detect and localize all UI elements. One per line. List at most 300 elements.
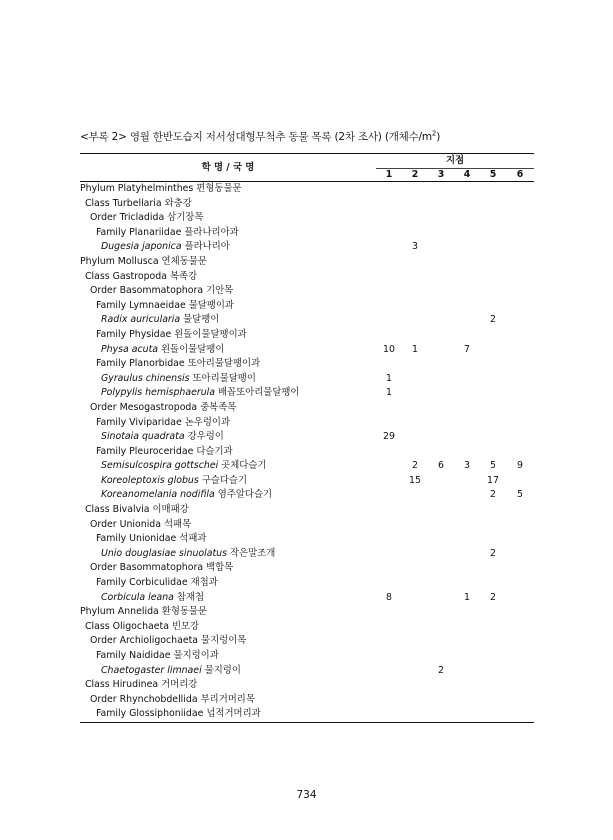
- taxon-name-cell: [80, 357, 376, 372]
- taxon-name-cell: [80, 328, 376, 343]
- scientific-name: Class Oligochaeta: [85, 620, 169, 632]
- count-cell: [428, 328, 454, 343]
- scientific-name: Order Mesogastropoda: [90, 401, 198, 413]
- table-row: [80, 664, 534, 679]
- count-cell: [480, 518, 506, 533]
- count-cell: [376, 693, 402, 708]
- table-row: [80, 620, 534, 635]
- count-cell: [506, 255, 534, 270]
- taxon-name-cell: [80, 445, 376, 460]
- count-cell: [506, 474, 534, 489]
- count-cell: [454, 357, 480, 372]
- count-cell: [480, 664, 506, 679]
- korean-name: 환형동물문: [161, 606, 208, 618]
- count-cell: [376, 634, 402, 649]
- scientific-name: Physa acuta: [101, 343, 159, 355]
- table-row: [80, 343, 534, 358]
- count-cell: [454, 488, 480, 503]
- count-cell: [402, 270, 428, 285]
- count-cell: [428, 649, 454, 664]
- count-cell: [428, 693, 454, 708]
- scientific-name: Corbicula leana: [101, 591, 174, 603]
- korean-name: 플라나리아과: [184, 226, 239, 238]
- count-cell: [506, 270, 534, 285]
- taxon-name-cell: [80, 707, 376, 722]
- taxon-name-cell: [80, 518, 376, 533]
- name-column-header: 학 명 / 국 명: [80, 154, 376, 182]
- korean-name: 염주알다슬기: [217, 489, 273, 501]
- count-cell: [428, 430, 454, 445]
- taxon-name-cell: [80, 226, 376, 241]
- count-cell: [480, 357, 506, 372]
- count-cell: [480, 240, 506, 255]
- count-cell: 2: [490, 489, 496, 501]
- count-cell: [376, 488, 402, 503]
- count-cell: [506, 284, 534, 299]
- table-row: [80, 518, 534, 533]
- count-cell: [428, 707, 454, 722]
- count-cell: [402, 576, 428, 591]
- count-cell: 2: [438, 664, 444, 676]
- table-row: [80, 299, 534, 314]
- korean-name: 이매패강: [152, 504, 189, 516]
- count-cell: [506, 240, 534, 255]
- scientific-name: Koreanomelania nodifila: [101, 489, 215, 501]
- count-cell: [454, 445, 480, 460]
- count-cell: [506, 197, 534, 212]
- count-cell: [428, 678, 454, 693]
- count-cell: [402, 664, 428, 679]
- count-cell: 5: [517, 489, 523, 501]
- count-cell: [480, 299, 506, 314]
- count-cell: [402, 634, 428, 649]
- count-cell: [402, 649, 428, 664]
- count-cell: [454, 518, 480, 533]
- count-cell: [376, 518, 402, 533]
- count-cell: [506, 313, 534, 328]
- count-cell: [376, 284, 402, 299]
- count-cell: [454, 620, 480, 635]
- table-row: [80, 591, 534, 606]
- scientific-name: Polypylis hemisphaerula: [101, 387, 215, 399]
- count-cell: [454, 503, 480, 518]
- korean-name: 왼돌이물달팽이과: [174, 328, 247, 340]
- taxon-name-cell: [80, 634, 376, 649]
- count-cell: [506, 401, 534, 416]
- count-cell: [402, 532, 428, 547]
- count-cell: [506, 605, 534, 620]
- count-cell: [480, 197, 506, 212]
- count-cell: [454, 678, 480, 693]
- count-cell: [506, 182, 534, 197]
- count-cell: [402, 518, 428, 533]
- scientific-name: Chaetogaster limnaei: [101, 664, 202, 676]
- count-cell: [480, 707, 506, 722]
- count-cell: [402, 226, 428, 241]
- korean-name: 와충강: [164, 197, 192, 209]
- scientific-name: Family Viviparidae: [96, 416, 182, 428]
- count-cell: [454, 561, 480, 576]
- count-cell: [376, 357, 402, 372]
- count-cell: [376, 182, 402, 197]
- taxon-name-cell: [80, 343, 376, 358]
- scientific-name: Dugesia japonica: [101, 241, 182, 253]
- table-row: [80, 313, 534, 328]
- count-cell: [402, 372, 428, 387]
- count-cell: [428, 605, 454, 620]
- count-cell: [428, 576, 454, 591]
- count-cell: [454, 240, 480, 255]
- korean-name: 다슬기과: [196, 445, 233, 457]
- count-cell: [428, 211, 454, 226]
- count-cell: [402, 547, 428, 562]
- count-cell: [402, 401, 428, 416]
- scientific-name: Class Turbellaria: [85, 197, 162, 209]
- count-cell: [454, 576, 480, 591]
- count-cell: [480, 576, 506, 591]
- count-cell: [480, 605, 506, 620]
- count-cell: 10: [383, 343, 395, 355]
- korean-name: 물지렁이: [204, 664, 241, 676]
- count-cell: [506, 299, 534, 314]
- count-cell: [506, 532, 534, 547]
- korean-name: 재첩과: [190, 577, 218, 589]
- count-cell: [428, 488, 454, 503]
- count-cell: [376, 226, 402, 241]
- table-row: [80, 678, 534, 693]
- table-row: [80, 226, 534, 241]
- count-cell: [506, 664, 534, 679]
- count-cell: [480, 401, 506, 416]
- scientific-name: Order Basommatophora: [90, 562, 204, 574]
- count-cell: 5: [490, 460, 496, 472]
- table-row: [80, 649, 534, 664]
- count-cell: [454, 693, 480, 708]
- count-cell: [376, 561, 402, 576]
- count-cell: 9: [517, 460, 523, 472]
- table-row: [80, 488, 534, 503]
- count-cell: [480, 328, 506, 343]
- count-cell: [428, 416, 454, 431]
- table-row: [80, 430, 534, 445]
- scientific-name: Family Lymnaeidae: [96, 299, 186, 311]
- species-table: [80, 153, 534, 723]
- count-cell: [428, 591, 454, 606]
- korean-name: 물달팽이과: [188, 299, 234, 311]
- count-cell: [428, 401, 454, 416]
- count-cell: [480, 284, 506, 299]
- count-cell: [506, 343, 534, 358]
- count-cell: [376, 255, 402, 270]
- count-cell: 2: [412, 460, 418, 472]
- count-cell: [480, 693, 506, 708]
- korean-name: 강우렁이: [187, 431, 224, 443]
- count-cell: [454, 255, 480, 270]
- taxon-name-cell: [80, 270, 376, 285]
- taxon-name-cell: [80, 459, 376, 474]
- taxon-name-cell: [80, 591, 376, 606]
- count-cell: [428, 299, 454, 314]
- taxon-name-cell: [80, 401, 376, 416]
- count-cell: [506, 547, 534, 562]
- taxon-name-cell: [80, 547, 376, 562]
- count-cell: [428, 518, 454, 533]
- count-cell: [454, 284, 480, 299]
- taxon-name-cell: [80, 620, 376, 635]
- scientific-name: Order Tricladida: [90, 212, 165, 224]
- taxon-name-cell: [80, 284, 376, 299]
- count-cell: 15: [409, 474, 421, 486]
- count-cell: [506, 518, 534, 533]
- count-cell: [402, 328, 428, 343]
- scientific-name: Order Rhynchobdellida: [90, 693, 198, 705]
- scientific-name: Phylum Annelida: [80, 606, 159, 618]
- count-cell: [454, 474, 480, 489]
- count-cell: [402, 445, 428, 460]
- table-row: [80, 386, 534, 401]
- korean-name: 물지렁이목: [201, 635, 247, 647]
- count-cell: [376, 605, 402, 620]
- count-cell: 2: [490, 314, 496, 326]
- korean-name: 물달팽이: [183, 314, 220, 326]
- taxon-name-cell: [80, 532, 376, 547]
- count-cell: [402, 707, 428, 722]
- taxon-name-cell: [80, 211, 376, 226]
- count-cell: [480, 182, 506, 197]
- count-cell: [428, 620, 454, 635]
- caption-text: <부록 2> 영월 한반도습지 저서성대형무척추 동물 목록 (2차 조사) (개체수/m: [80, 131, 432, 143]
- count-cell: [402, 620, 428, 635]
- table-row: [80, 634, 534, 649]
- count-cell: [402, 605, 428, 620]
- scientific-name: Radix auricularia: [101, 314, 181, 326]
- count-cell: [428, 634, 454, 649]
- count-cell: [376, 474, 402, 489]
- scientific-name: Phylum Platyhelminthes: [80, 183, 194, 194]
- count-cell: [376, 547, 402, 562]
- count-cell: [454, 386, 480, 401]
- count-cell: [506, 707, 534, 722]
- count-cell: [480, 620, 506, 635]
- table-row: [80, 707, 534, 722]
- scientific-name: Family Glossiphoniidae: [96, 708, 204, 720]
- count-cell: [376, 503, 402, 518]
- count-cell: [454, 182, 480, 197]
- taxon-name-cell: [80, 240, 376, 255]
- count-cell: [402, 357, 428, 372]
- table-row: [80, 576, 534, 591]
- count-cell: [402, 561, 428, 576]
- scientific-name: Order Unionida: [90, 518, 162, 530]
- count-cell: [428, 343, 454, 358]
- count-cell: [428, 226, 454, 241]
- taxon-name-cell: [80, 299, 376, 314]
- table-row: [80, 211, 534, 226]
- taxon-name-cell: [80, 430, 376, 445]
- count-cell: [428, 182, 454, 197]
- count-cell: 6: [438, 460, 444, 472]
- scientific-name: Semisulcospira gottschei: [101, 460, 219, 472]
- table-row: [80, 357, 534, 372]
- table-row: [80, 401, 534, 416]
- count-cell: [376, 416, 402, 431]
- count-cell: [428, 284, 454, 299]
- korean-name: 거머리강: [161, 679, 198, 691]
- caption-superscript: 2: [431, 129, 437, 138]
- korean-name: 넙적거머리과: [206, 708, 261, 720]
- count-cell: [506, 211, 534, 226]
- count-cell: [428, 197, 454, 212]
- count-cell: [506, 357, 534, 372]
- count-cell: 1: [386, 372, 392, 384]
- scientific-name: Phylum Mollusca: [80, 255, 159, 267]
- count-cell: [506, 649, 534, 664]
- count-cell: 2: [490, 547, 496, 559]
- table-row: [80, 328, 534, 343]
- scientific-name: Order Archioligochaeta: [90, 635, 199, 647]
- count-cell: [402, 313, 428, 328]
- taxon-name-cell: [80, 693, 376, 708]
- count-cell: [376, 664, 402, 679]
- table-row: [80, 503, 534, 518]
- count-cell: [506, 678, 534, 693]
- count-cell: [506, 561, 534, 576]
- station-number: 5: [480, 169, 506, 182]
- scientific-name: Sinotaia quadrata: [101, 431, 185, 443]
- korean-name: 편형동물문: [196, 183, 242, 194]
- count-cell: [454, 372, 480, 387]
- count-cell: [454, 664, 480, 679]
- count-cell: 1: [386, 387, 392, 399]
- count-cell: [506, 693, 534, 708]
- count-cell: [428, 547, 454, 562]
- count-cell: 3: [464, 460, 470, 472]
- korean-name: 삼기장목: [167, 212, 204, 224]
- count-cell: [376, 328, 402, 343]
- count-cell: [376, 576, 402, 591]
- count-cell: [480, 503, 506, 518]
- taxon-name-cell: [80, 605, 376, 620]
- count-cell: [506, 634, 534, 649]
- station-number: 3: [428, 169, 454, 182]
- count-cell: [402, 693, 428, 708]
- taxon-name-cell: [80, 488, 376, 503]
- count-cell: [506, 591, 534, 606]
- table-row: [80, 693, 534, 708]
- count-cell: [402, 591, 428, 606]
- caption-suffix: ): [436, 131, 441, 143]
- count-cell: [376, 459, 402, 474]
- count-cell: 1: [464, 591, 470, 603]
- scientific-name: Family Naididae: [96, 650, 171, 661]
- taxon-name-cell: [80, 255, 376, 270]
- korean-name: 참재첩: [176, 591, 205, 603]
- count-cell: [506, 620, 534, 635]
- taxon-name-cell: [80, 649, 376, 664]
- count-cell: [454, 547, 480, 562]
- count-cell: [506, 416, 534, 431]
- count-cell: [480, 649, 506, 664]
- scientific-name: Order Basommatophora: [90, 285, 204, 297]
- count-cell: 2: [490, 591, 496, 603]
- count-cell: [402, 182, 428, 197]
- taxon-name-cell: [80, 372, 376, 387]
- count-cell: [480, 532, 506, 547]
- table-row: [80, 547, 534, 562]
- count-cell: 3: [412, 241, 418, 253]
- count-cell: [480, 270, 506, 285]
- table-row: [80, 416, 534, 431]
- taxon-name-cell: [80, 386, 376, 401]
- korean-name: 석패과: [179, 533, 207, 545]
- count-cell: [454, 270, 480, 285]
- count-cell: [454, 634, 480, 649]
- count-cell: [402, 197, 428, 212]
- korean-name: 빈모강: [171, 620, 200, 632]
- table-row: [80, 561, 534, 576]
- scientific-name: Family Planorbidae: [96, 358, 185, 370]
- scientific-name: Unio douglasiae sinuolatus: [101, 547, 227, 559]
- korean-name: 왼돌이물달팽이: [161, 343, 225, 355]
- count-cell: [454, 416, 480, 431]
- scientific-name: Family Physidae: [96, 328, 172, 340]
- count-cell: [376, 299, 402, 314]
- count-cell: 1: [412, 343, 418, 355]
- count-cell: [480, 634, 506, 649]
- korean-name: 중복족목: [200, 401, 237, 413]
- scientific-name: Class Gastropoda: [85, 270, 167, 282]
- count-cell: [454, 328, 480, 343]
- count-cell: [480, 226, 506, 241]
- count-cell: 17: [487, 474, 499, 486]
- table-body: [80, 182, 534, 723]
- count-cell: [428, 386, 454, 401]
- taxon-name-cell: [80, 197, 376, 212]
- count-cell: [376, 649, 402, 664]
- table-row: [80, 459, 534, 474]
- count-cell: [480, 678, 506, 693]
- count-cell: [428, 240, 454, 255]
- scientific-name: Family Unionidae: [96, 533, 177, 545]
- station-number: 4: [454, 169, 480, 182]
- count-cell: [506, 430, 534, 445]
- count-cell: [454, 226, 480, 241]
- count-cell: [428, 532, 454, 547]
- count-cell: [428, 357, 454, 372]
- count-cell: [506, 372, 534, 387]
- table-row: [80, 255, 534, 270]
- count-cell: [480, 255, 506, 270]
- taxon-name-cell: [80, 313, 376, 328]
- count-cell: [376, 401, 402, 416]
- count-cell: [428, 503, 454, 518]
- scientific-name: Class Hirudinea: [85, 679, 159, 691]
- count-cell: 8: [386, 591, 392, 603]
- station-number: 1: [376, 169, 402, 182]
- korean-name: 플라나리아: [184, 241, 230, 253]
- table-row: [80, 182, 534, 197]
- taxon-name-cell: [80, 182, 376, 197]
- count-cell: [376, 532, 402, 547]
- taxon-name-cell: [80, 474, 376, 489]
- korean-name: 복족강: [169, 270, 198, 282]
- korean-name: 연체동물문: [161, 255, 207, 267]
- table-row: [80, 474, 534, 489]
- count-cell: [376, 313, 402, 328]
- korean-name: 기안목: [206, 285, 234, 297]
- count-cell: [506, 445, 534, 460]
- korean-name: 석패목: [164, 518, 192, 530]
